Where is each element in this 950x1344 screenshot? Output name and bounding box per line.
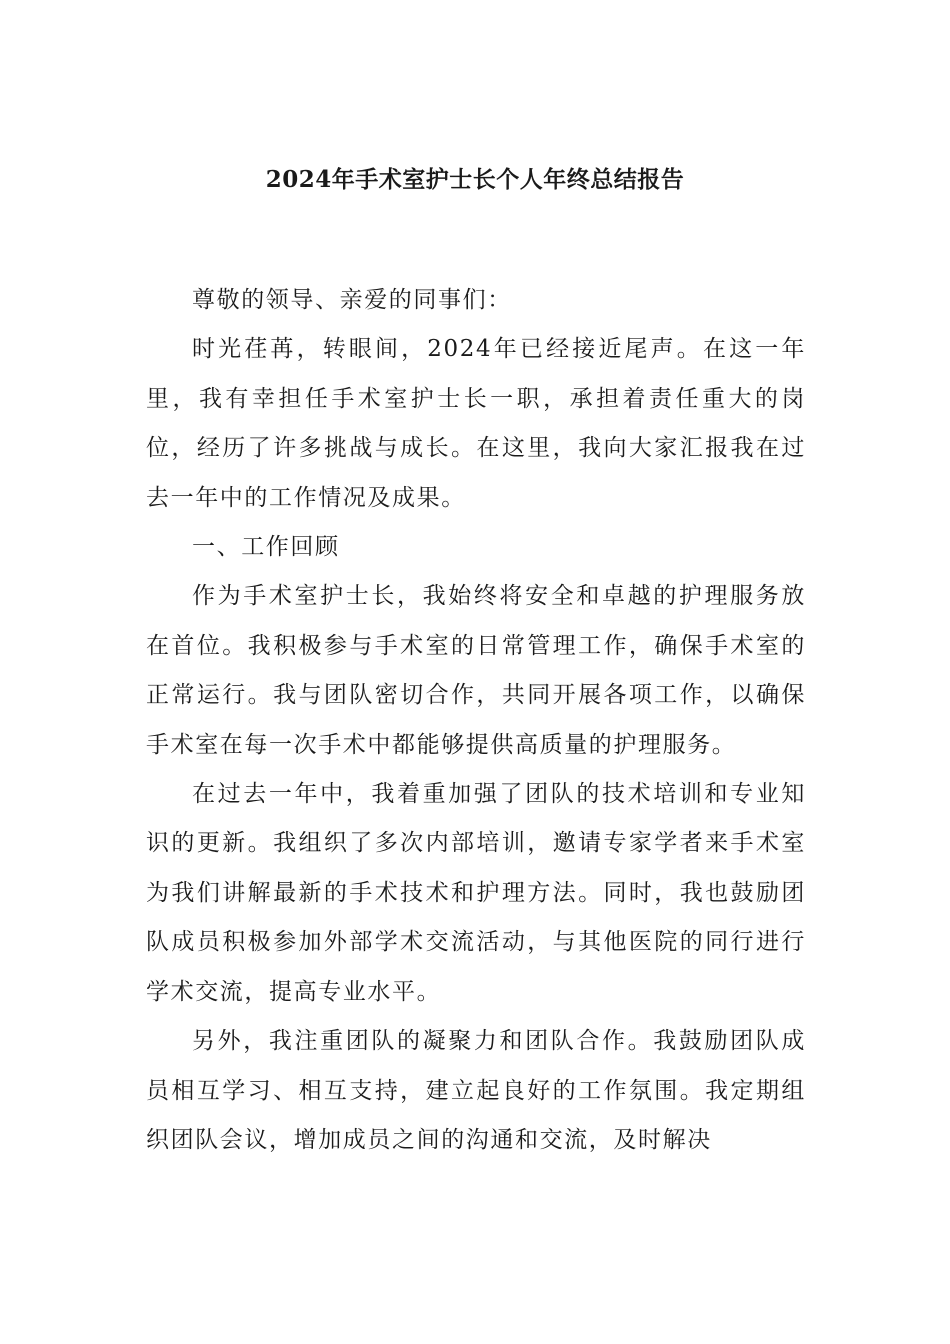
paragraph-review-2: 在过去一年中，我着重加强了团队的技术培训和专业知识的更新。我组织了多次内部培训，邀请专家学者来手术室为我们讲解最新的手术技术和护理方法。同时，我也鼓励团队成员积极参加外部学术交流活动，与其他医院的同行进行学术交流，提高专业水平。 — [146, 781, 806, 1005]
paragraph-intro: 时光荏苒，转眼间，2024年已经接近尾声。在这一年里，我有幸担任手术室护士长一职，承担着责任重大的岗位，经历了许多挑战与成长。在这里，我向大家汇报我在过去一年中的工作情况及成果。 — [146, 336, 806, 511]
paragraph-review-3: 另外，我注重团队的凝聚力和团队合作。我鼓励团队成员相互学习、相互支持，建立起良好的工作氛围。我定期组织团队会议，增加成员之间的沟通和交流，及时解决 — [146, 1028, 806, 1153]
salutation: 尊敬的领导、亲爱的同事们： — [192, 287, 512, 313]
paragraph-review-1: 作为手术室护士长，我始终将安全和卓越的护理服务放在首位。我积极参与手术室的日常管理工作，确保手术室的正常运行。我与团队密切合作，共同开展各项工作，以确保手术室在每一次手术中都能够提供高质量的护理服务。 — [146, 583, 806, 758]
document-title: 2024年手术室护士长个人年终总结报告 — [265, 166, 685, 193]
section-heading-review: 一、工作回顾 — [192, 534, 340, 561]
document-body — [146, 276, 806, 1165]
